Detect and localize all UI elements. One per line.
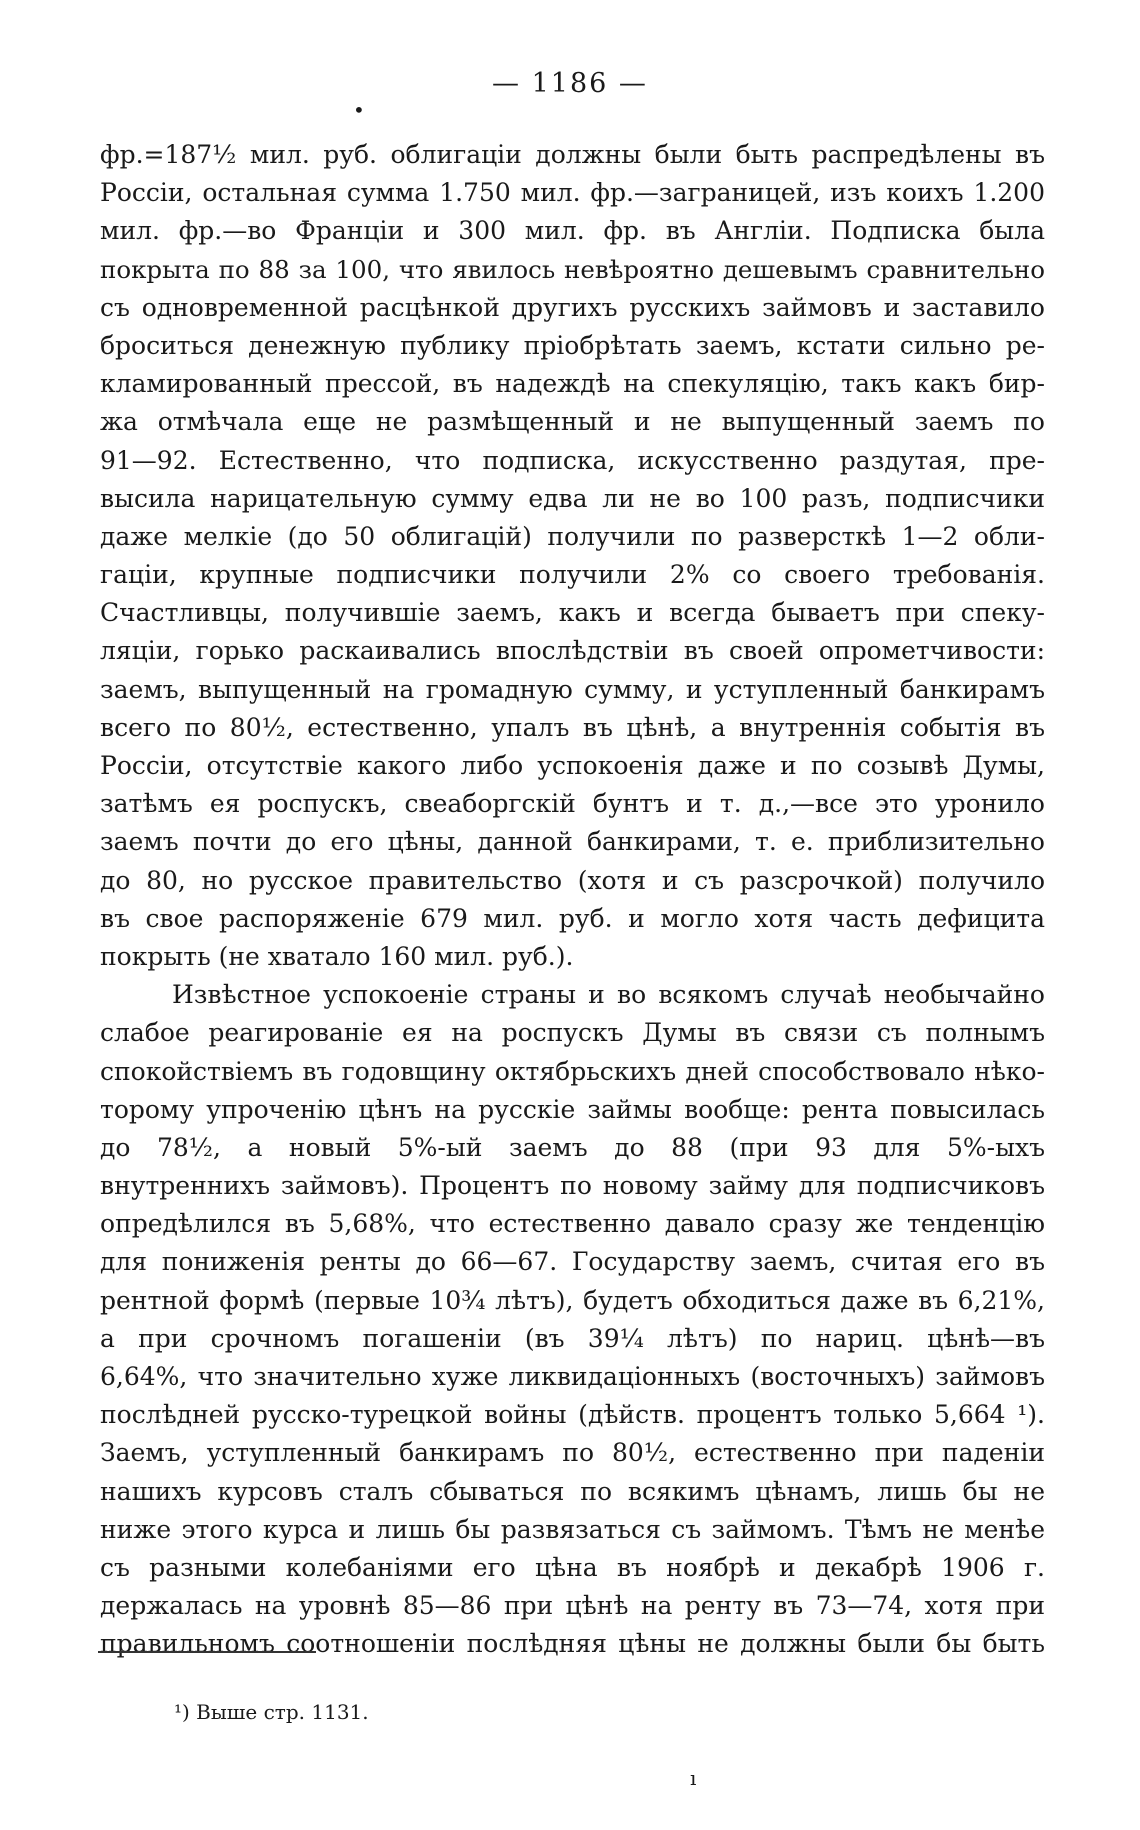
text-line: покрыта по 88 за 100, что явилось невѣроятно дешевымъ сравнительно bbox=[100, 254, 1045, 284]
text-line: до 78½, а новый 5%-ый заемъ до 88 (при 93 для 5%-ыхъ bbox=[100, 1132, 1045, 1162]
text-line: фр.=187½ мил. руб. облигаціи должны были быть распредѣлены въ bbox=[100, 140, 1045, 169]
text-line: внутреннихъ займовъ). Процентъ по новому займу для подписчиковъ bbox=[100, 1171, 1045, 1201]
text-line: Счастливцы, получившіе заемъ, какъ и всегда бываетъ при спеку- bbox=[100, 598, 1045, 628]
text-line: держалась на уровнѣ 85—86 при цѣнѣ на ренту въ 73—74, хотя при bbox=[100, 1591, 1045, 1621]
footnote-divider bbox=[98, 1651, 316, 1653]
text-line: правильномъ соотношеніи послѣдняя цѣны не должны были бы быть bbox=[100, 1629, 1045, 1659]
text-line: высила нарицательную сумму едва ли не во 100 разъ, подписчики bbox=[100, 483, 1045, 513]
text-line: въ свое распоряженіе 679 мил. руб. и могло хотя часть дефицита bbox=[100, 903, 1045, 933]
text-line: Россіи, остальная сумма 1.750 мил. фр.—заграницей, изъ коихъ 1.200 bbox=[100, 178, 1045, 208]
text-line: даже мелкіе (до 50 облигацій) получили по разверсткѣ 1—2 обли- bbox=[100, 521, 1045, 551]
text-line: заемъ, выпущенный на громадную сумму, и уступленный банкирамъ bbox=[100, 674, 1045, 704]
text-line: мил. фр.—во Франціи и 300 мил. фр. въ Англіи. Подписка была bbox=[100, 216, 1045, 246]
text-line: ниже этого курса и лишь бы развязаться съ займомъ. Тѣмъ не менѣе bbox=[100, 1514, 1045, 1544]
main-text bbox=[100, 136, 1045, 1664]
text-line: броситься денежную публику пріобрѣтать заемъ, кстати сильно ре- bbox=[100, 330, 1045, 360]
text-line: для пониженія ренты до 66—67. Государству заемъ, считая его въ bbox=[100, 1247, 1045, 1277]
text-line: слабое реагированіе ея на роспускъ Думы въ связи съ полнымъ bbox=[100, 1018, 1045, 1048]
text-line: Россіи, отсутствіе какого либо успокоенія даже и по созывѣ Думы, bbox=[100, 751, 1045, 780]
text-line: спокойствіемъ въ годовщину октябрьскихъ дней способствовало нѣко- bbox=[100, 1056, 1045, 1086]
text-line: ляціи, горько раскаивались впослѣдствіи въ своей опрометчивости: bbox=[100, 636, 1045, 666]
text-line: 6,64%, что значительно хуже ликвидаціонныхъ (восточныхъ) займовъ bbox=[100, 1362, 1045, 1391]
text-line: заемъ почти до его цѣны, данной банкирами, т. е. приблизительно bbox=[100, 827, 1045, 857]
text-line: всего по 80½, естественно, упалъ въ цѣнѣ, а внутреннія событія въ bbox=[100, 712, 1045, 742]
text-line: торому упроченію цѣнъ на русскіе займы вообще: рента повысилась bbox=[100, 1094, 1045, 1124]
text-line: съ разными колебаніями его цѣна въ ноябрѣ и декабрѣ 1906 г. bbox=[100, 1552, 1045, 1582]
text-line: 91—92. Естественно, что подписка, искусственно раздутая, пре- bbox=[100, 445, 1045, 475]
text-line: нашихъ курсовъ сталъ сбываться по всякимъ цѣнамъ, лишь бы не bbox=[100, 1476, 1045, 1506]
text-line: Извѣстное успокоеніе страны и во всякомъ случаѣ необычайно bbox=[172, 980, 1045, 1010]
footnote: ¹) Выше стр. 1131. bbox=[174, 1700, 369, 1724]
text-line: до 80, но русское правительство (хотя и съ разсрочкой) получило bbox=[100, 865, 1045, 895]
ink-speck: ı bbox=[690, 1766, 697, 1790]
text-line: послѣдней русско-турецкой войны (дѣйств. процентъ только 5,664 ¹). bbox=[100, 1400, 1045, 1430]
ink-speck: • bbox=[353, 98, 365, 122]
text-line: затѣмъ ея роспускъ, свеаборгскій бунтъ и т. д.,—все это уронило bbox=[100, 789, 1045, 819]
text-line: покрыть (не хватало 160 мил. руб.). bbox=[100, 941, 574, 971]
text-line: гаціи, крупные подписчики получили 2% со своего требованія. bbox=[100, 560, 1045, 590]
text-line: кламированный прессой, въ надеждѣ на спекуляцію, такъ какъ бир- bbox=[100, 369, 1045, 399]
page-number-header: — 1186 — bbox=[492, 68, 648, 99]
text-line: съ одновременной расцѣнкой другихъ русскихъ займовъ и заставило bbox=[100, 292, 1045, 322]
text-line: опредѣлился въ 5,68%, что естественно давало сразу же тенденцію bbox=[100, 1209, 1045, 1239]
text-line: жа отмѣчала еще не размѣщенный и не выпущенный заемъ по bbox=[100, 407, 1045, 437]
text-line: рентной формѣ (первые 10¾ лѣтъ), будетъ обходиться даже въ 6,21%, bbox=[100, 1285, 1045, 1315]
text-line: а при срочномъ погашеніи (въ 39¼ лѣтъ) по нариц. цѣнѣ—въ bbox=[100, 1323, 1045, 1353]
text-line: Заемъ, уступленный банкирамъ по 80½, естественно при паденіи bbox=[100, 1438, 1045, 1468]
